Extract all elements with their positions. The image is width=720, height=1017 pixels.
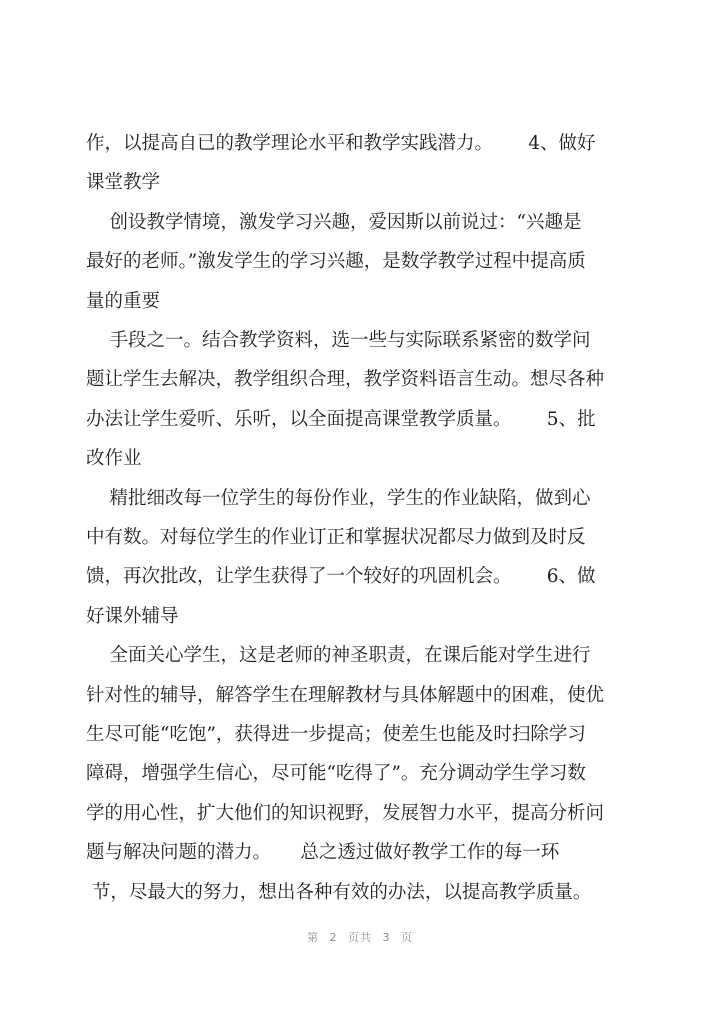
text-line: 障碍，增强学生信心，尽可能“吃得了”。充分调动学生学习数 <box>86 763 586 784</box>
text-line: 手段之一。结合教学资料，选一些与实际联系紧密的数学问 <box>86 330 591 351</box>
text-line: 全面关心学生，这是老师的神圣职责，在课后能对学生进行 <box>86 645 591 666</box>
text-line: 作，以提高自已的教学理论水平和教学实践潜力。 4、做好 <box>86 133 596 154</box>
text-line: 生尽可能“吃饱”，获得进一步提高；使差生也能及时扫除学习 <box>86 724 586 745</box>
page-footer <box>0 929 720 945</box>
text-line: 最好的老师。”激发学生的学习兴趣，是数学教学过程中提高质 <box>86 251 586 272</box>
footer-page-number: 2 <box>329 931 338 944</box>
footer-suffix: 页 <box>401 931 413 944</box>
text-line: 题与解决问题的潜力。 总之透过做好教学工作的每一环 <box>86 842 560 863</box>
text-line: 中有数。对每位学生的作业订正和掌握状况都尽力做到及时反 <box>86 527 586 548</box>
footer-total-pages: 3 <box>382 931 391 944</box>
footer-middle: 页共 <box>348 931 372 944</box>
text-line: 创设教学情境，激发学习兴趣，爱因斯以前说过：“兴趣是 <box>86 212 582 233</box>
text-line: 量的重要 <box>86 291 161 312</box>
text-line: 学的用心性，扩大他们的知识视野，发展智力水平，提高分析问 <box>86 803 605 824</box>
text-line: 改作业 <box>86 448 142 469</box>
text-line: 针对性的辅导，解答学生在理解教材与具体解题中的困难，使优 <box>86 685 605 706</box>
text-line: 题让学生去解决，教学组织合理，教学资料语言生动。想尽各种 <box>86 369 605 390</box>
footer-prefix: 第 <box>307 931 319 944</box>
text-line: 精批细改每一位学生的每份作业，学生的作业缺陷，做到心 <box>86 488 591 509</box>
text-line: 馈，再次批改，让学生获得了一个较好的巩固机会。 6、做 <box>86 566 596 587</box>
text-line: 节，尽最大的努力，想出各种有效的办法，以提高教学质量。 <box>86 882 592 903</box>
text-line: 办法让学生爱听、乐听，以全面提高课堂教学质量。 5、批 <box>86 409 596 430</box>
text-line: 好课外辅导 <box>86 606 179 627</box>
text-line: 课堂教学 <box>86 172 161 193</box>
